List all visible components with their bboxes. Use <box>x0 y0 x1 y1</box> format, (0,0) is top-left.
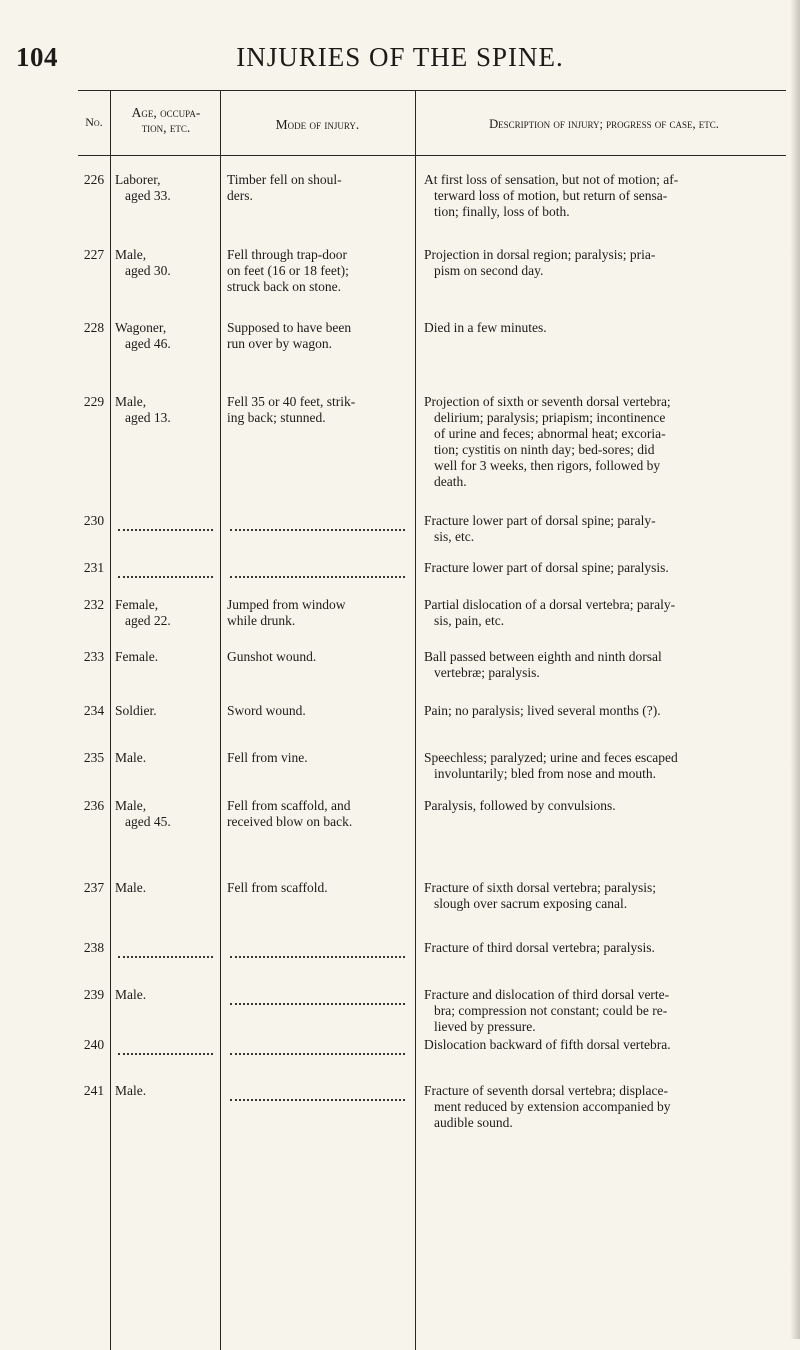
description-line: tion; finally, loss of both. <box>434 204 570 219</box>
case-number: 235 <box>83 750 105 765</box>
mode-line: on feet (16 or 18 feet); <box>227 263 349 278</box>
age-line: Male. <box>115 880 147 895</box>
age-line: aged 33. <box>125 188 171 203</box>
column-divider-3 <box>415 90 416 1350</box>
age-occupation <box>115 987 215 1003</box>
column-divider-2 <box>220 90 221 1350</box>
column-header-no: No. <box>85 115 103 129</box>
mode-line: Fell from scaffold, and <box>227 798 351 813</box>
description-line: vertebræ; paralysis. <box>434 665 540 680</box>
case-number: 240 <box>83 1037 105 1052</box>
mode-of-injury <box>227 703 402 719</box>
dotted-leader <box>118 562 213 578</box>
age-occupation <box>115 172 215 204</box>
description-line: Ball passed between eighth and ninth dorsal <box>424 649 662 664</box>
description <box>424 750 788 782</box>
age-line: Female, <box>115 597 159 612</box>
mode-of-injury <box>227 597 402 629</box>
description-line: pism on second day. <box>434 263 544 278</box>
running-title: INJURIES OF THE SPINE. <box>236 42 564 72</box>
description <box>424 560 788 576</box>
table-top-rule <box>78 90 786 91</box>
age-line: Male. <box>115 750 147 765</box>
mode-of-injury <box>227 649 402 665</box>
description-line: Died in a few minutes. <box>424 320 547 335</box>
description-line: of urine and feces; abnormal heat; excoria- <box>434 426 666 441</box>
case-number: 238 <box>83 940 105 955</box>
age-line: Male, <box>115 394 147 409</box>
description <box>424 798 788 814</box>
dotted-leader <box>230 942 405 958</box>
dotted-leader <box>230 562 405 578</box>
mode-line: Fell 35 or 40 feet, strik- <box>227 394 356 409</box>
mode-line: Supposed to have been <box>227 320 352 335</box>
age-line: aged 22. <box>125 613 171 628</box>
mode-of-injury <box>227 394 402 426</box>
age-line: Soldier. <box>115 703 157 718</box>
description-line: involuntarily; bled from nose and mouth. <box>434 766 656 781</box>
case-number: 233 <box>83 649 105 664</box>
description-line: tion; cystitis on ninth day; bed-sores; did <box>434 442 655 457</box>
age-line: Laborer, <box>115 172 161 187</box>
description-line: Fracture and dislocation of third dorsal verte- <box>424 987 670 1002</box>
age-occupation <box>115 798 215 830</box>
column-divider-1 <box>110 90 111 1350</box>
column-header-age <box>112 105 220 135</box>
dotted-leader <box>230 1039 405 1055</box>
description <box>424 1037 788 1053</box>
description <box>424 247 788 279</box>
description-line: lieved by pressure. <box>434 1019 536 1034</box>
case-number: 231 <box>83 560 105 575</box>
description-line: Projection in dorsal region; paralysis; pria- <box>424 247 656 262</box>
mode-line: Sword wound. <box>227 703 306 718</box>
mode-line: while drunk. <box>227 613 296 628</box>
mode-line: Fell through trap-door <box>227 247 347 262</box>
dotted-leader <box>118 942 213 958</box>
description <box>424 597 788 629</box>
header-bottom-rule <box>78 155 786 156</box>
age-occupation <box>115 750 215 766</box>
description <box>424 320 788 336</box>
age-line: Male. <box>115 1083 147 1098</box>
mode-line: ing back; stunned. <box>227 410 326 425</box>
description <box>424 513 788 545</box>
mode-line: Fell from scaffold. <box>227 880 328 895</box>
mode-line: Jumped from window <box>227 597 346 612</box>
mode-of-injury <box>227 798 402 830</box>
age-line: aged 45. <box>125 814 171 829</box>
case-number: 239 <box>83 987 105 1002</box>
mode-line: ders. <box>227 188 253 203</box>
dotted-leader <box>118 515 213 531</box>
age-occupation <box>115 1083 215 1099</box>
age-line: aged 30. <box>125 263 171 278</box>
description <box>424 394 788 490</box>
dotted-leader <box>230 1085 405 1101</box>
case-number: 230 <box>83 513 105 528</box>
age-occupation <box>115 320 215 352</box>
description-line: bra; compression not constant; could be re- <box>434 1003 668 1018</box>
page-edge-shadow <box>790 0 800 1339</box>
age-occupation <box>115 394 215 426</box>
description <box>424 172 788 220</box>
mode-line: Fell from vine. <box>227 750 308 765</box>
description-line: Pain; no paralysis; lived several months (?). <box>424 703 661 718</box>
description-line: sis, etc. <box>434 529 475 544</box>
age-line: Wagoner, <box>115 320 167 335</box>
mode-line: received blow on back. <box>227 814 353 829</box>
description-line: Projection of sixth or seventh dorsal vertebra; <box>424 394 671 409</box>
age-occupation <box>115 649 215 665</box>
age-line: Female. <box>115 649 159 664</box>
description-line: Partial dislocation of a dorsal vertebra; paraly- <box>424 597 676 612</box>
mode-line: struck back on stone. <box>227 279 341 294</box>
description-line: terward loss of motion, but return of sensa- <box>434 188 668 203</box>
page-number: 104 <box>16 42 58 72</box>
age-line: aged 13. <box>125 410 171 425</box>
mode-of-injury <box>227 172 402 204</box>
mode-line: Timber fell on shoul- <box>227 172 342 187</box>
age-line: aged 46. <box>125 336 171 351</box>
case-number: 241 <box>83 1083 105 1098</box>
case-number: 234 <box>83 703 105 718</box>
age-line: Male. <box>115 987 147 1002</box>
case-number: 227 <box>83 247 105 262</box>
description-line: Fracture of seventh dorsal vertebra; displace- <box>424 1083 669 1098</box>
description-line: well for 3 weeks, then rigors, followed by <box>434 458 661 473</box>
description <box>424 1083 788 1131</box>
mode-of-injury <box>227 320 402 352</box>
description-line: death. <box>434 474 467 489</box>
column-header-mode: Mode of injury. <box>275 117 360 132</box>
column-header-age-line2: tion, etc. <box>141 120 191 135</box>
case-number: 228 <box>83 320 105 335</box>
dotted-leader <box>230 989 405 1005</box>
description-line: Fracture lower part of dorsal spine; paraly- <box>424 513 656 528</box>
description-line: delirium; paralysis; priapism; incontinence <box>434 410 666 425</box>
dotted-leader <box>118 1039 213 1055</box>
description-line: ment reduced by extension accompanied by <box>434 1099 671 1114</box>
age-occupation <box>115 703 215 719</box>
column-header-age-line1: Age, occupa- <box>131 105 201 120</box>
description-line: sis, pain, etc. <box>434 613 505 628</box>
age-occupation <box>115 880 215 896</box>
description <box>424 880 788 912</box>
description-line: Paralysis, followed by convulsions. <box>424 798 616 813</box>
description-line: Fracture of third dorsal vertebra; paralysis. <box>424 940 655 955</box>
mode-of-injury <box>227 247 402 295</box>
description-line: Fracture lower part of dorsal spine; paralysis. <box>424 560 669 575</box>
description-line: Dislocation backward of fifth dorsal vertebra. <box>424 1037 671 1052</box>
description <box>424 703 788 719</box>
dotted-leader <box>230 515 405 531</box>
case-number: 237 <box>83 880 105 895</box>
description <box>424 987 788 1035</box>
mode-line: run over by wagon. <box>227 336 332 351</box>
description-line: At first loss of sensation, but not of motion; af- <box>424 172 679 187</box>
description-line: slough over sacrum exposing canal. <box>434 896 628 911</box>
mode-of-injury <box>227 750 402 766</box>
case-number: 236 <box>83 798 105 813</box>
description-line: Speechless; paralyzed; urine and feces escaped <box>424 750 678 765</box>
case-number: 226 <box>83 172 105 187</box>
age-occupation <box>115 247 215 279</box>
case-number: 229 <box>83 394 105 409</box>
age-line: Male, <box>115 798 147 813</box>
mode-line: Gunshot wound. <box>227 649 317 664</box>
age-occupation <box>115 597 215 629</box>
description-line: audible sound. <box>434 1115 513 1130</box>
mode-of-injury <box>227 880 402 896</box>
description <box>424 940 788 956</box>
age-line: Male, <box>115 247 147 262</box>
column-header-description: Description of injury; progress of case, etc. <box>489 117 719 131</box>
description-line: Fracture of sixth dorsal vertebra; paralysis; <box>424 880 657 895</box>
page-header <box>0 42 800 82</box>
case-number: 232 <box>83 597 105 612</box>
description <box>424 649 788 681</box>
